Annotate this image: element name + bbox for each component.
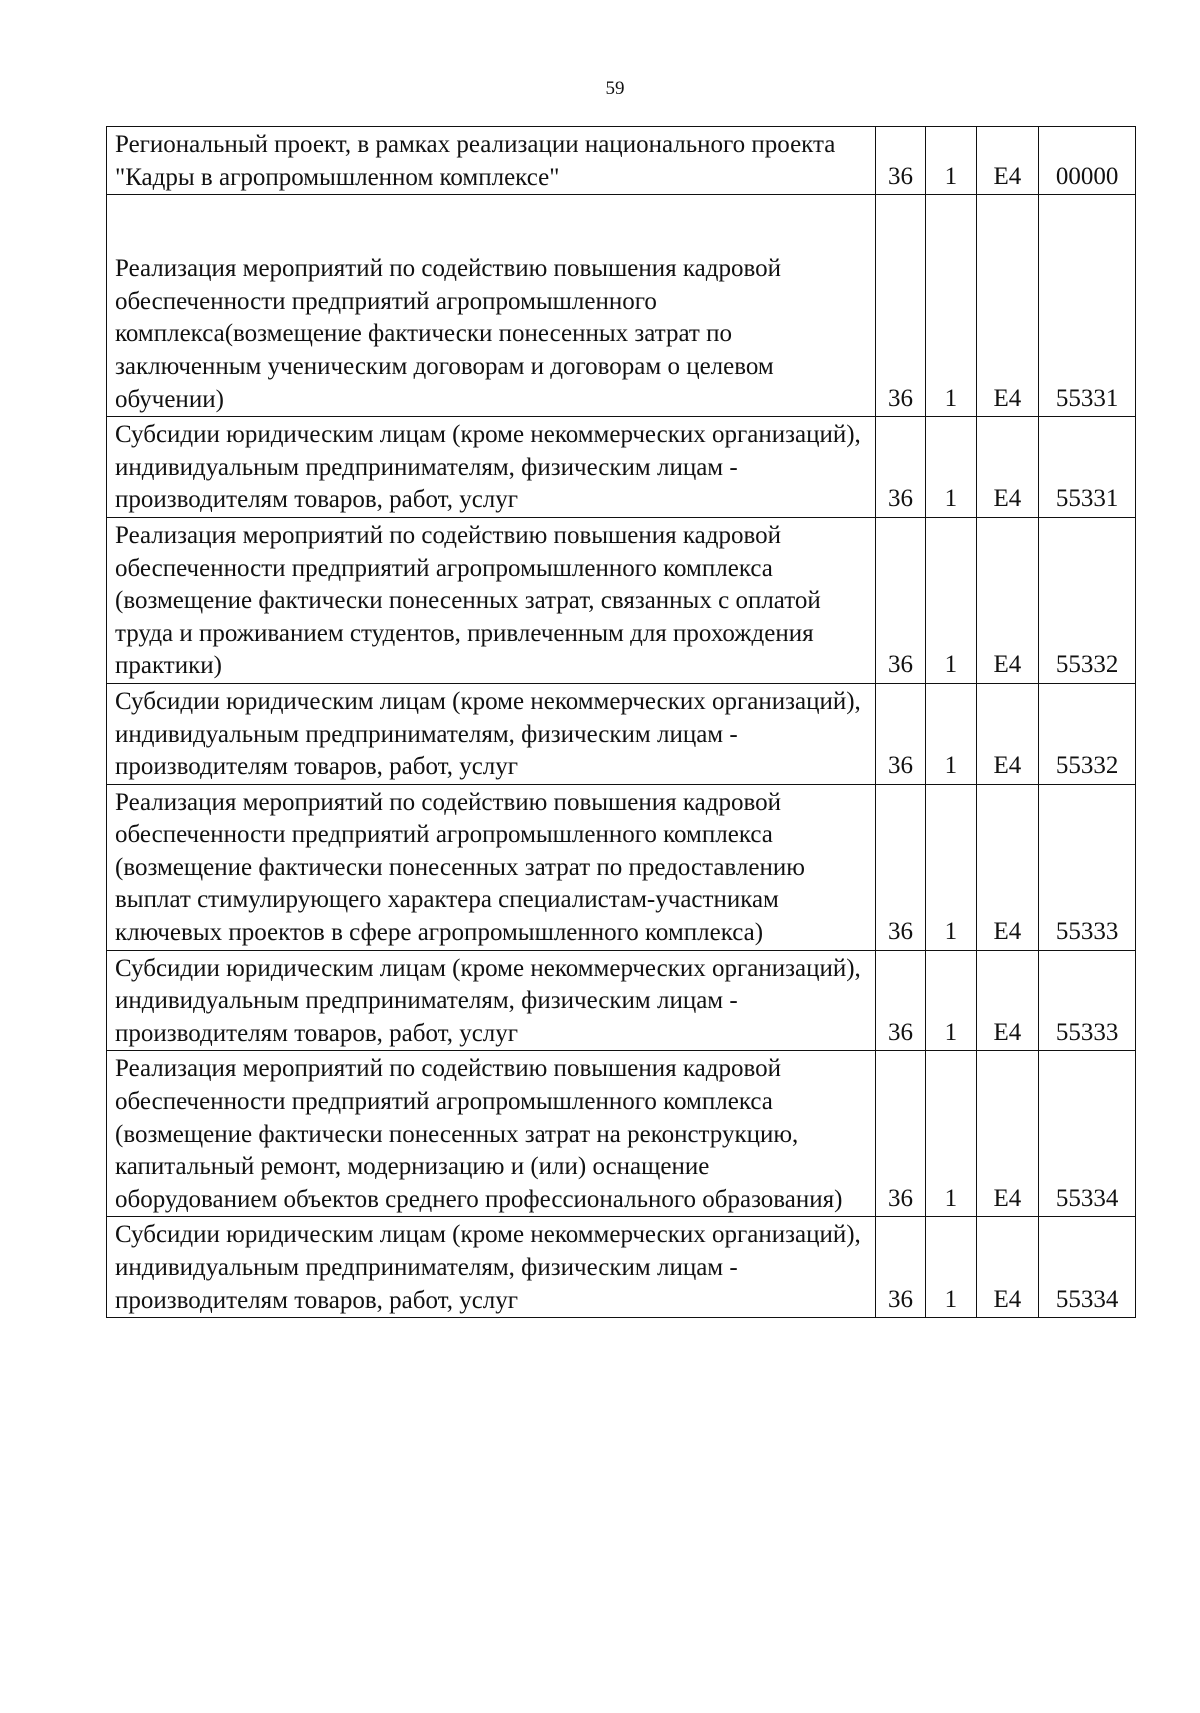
row-subsection: 1 <box>926 127 976 195</box>
row-name: Региональный проект, в рамках реализации национального проекта "Кадры в агропромышленном комплексе" <box>107 127 876 195</box>
table-row <box>107 683 1136 784</box>
row-project: Е4 <box>976 195 1039 417</box>
table-row <box>107 1051 1136 1217</box>
row-subsection: 1 <box>926 784 976 950</box>
row-code: 36 <box>875 784 925 950</box>
table-row <box>107 950 1136 1051</box>
row-name: Реализация мероприятий по содействию повышения кадровой обеспеченности предприятий агропромышленного комплекса (возмещение фактически понесенных затрат по предоставлению выплат стимулирующего характера специалистам-участникам ключевых проектов в сфере агропромышленного комплекса) <box>107 784 876 950</box>
row-code: 36 <box>875 950 925 1051</box>
row-direction: 55331 <box>1039 195 1136 417</box>
table-row <box>107 195 1136 417</box>
row-subsection: 1 <box>926 683 976 784</box>
row-code: 36 <box>875 195 925 417</box>
row-code: 36 <box>875 417 925 518</box>
row-code: 36 <box>875 683 925 784</box>
budget-classification-table <box>106 126 1136 1318</box>
row-code: 36 <box>875 517 925 683</box>
row-subsection: 1 <box>926 195 976 417</box>
table-row <box>107 784 1136 950</box>
row-code: 36 <box>875 1051 925 1217</box>
row-project: Е4 <box>976 950 1039 1051</box>
row-code: 36 <box>875 1217 925 1318</box>
row-subsection: 1 <box>926 1051 976 1217</box>
row-project: Е4 <box>976 127 1039 195</box>
row-direction: 55333 <box>1039 950 1136 1051</box>
row-direction: 55332 <box>1039 683 1136 784</box>
row-subsection: 1 <box>926 950 976 1051</box>
row-direction: 55334 <box>1039 1217 1136 1318</box>
row-subsection: 1 <box>926 417 976 518</box>
row-project: Е4 <box>976 683 1039 784</box>
row-name: Реализация мероприятий по содействию повышения кадровой обеспеченности предприятий агропромышленного комплекса(возмещение фактически понесенных затрат по заключенным ученическим договорам и договорам о целевом обучении) <box>107 195 876 417</box>
row-name: Субсидии юридическим лицам (кроме некоммерческих организаций), индивидуальным предпринимателям, физическим лицам - производителям товаров, работ, услуг <box>107 950 876 1051</box>
row-code: 36 <box>875 127 925 195</box>
row-direction: 55334 <box>1039 1051 1136 1217</box>
table-row <box>107 1217 1136 1318</box>
row-subsection: 1 <box>926 1217 976 1318</box>
row-project: Е4 <box>976 417 1039 518</box>
row-project: Е4 <box>976 1051 1039 1217</box>
row-direction: 55331 <box>1039 417 1136 518</box>
table-row <box>107 517 1136 683</box>
row-direction: 55333 <box>1039 784 1136 950</box>
row-subsection: 1 <box>926 517 976 683</box>
row-name: Субсидии юридическим лицам (кроме некоммерческих организаций), индивидуальным предпринимателям, физическим лицам - производителям товаров, работ, услуг <box>107 1217 876 1318</box>
row-project: Е4 <box>976 1217 1039 1318</box>
row-direction: 55332 <box>1039 517 1136 683</box>
row-direction: 00000 <box>1039 127 1136 195</box>
row-name: Реализация мероприятий по содействию повышения кадровой обеспеченности предприятий агропромышленного комплекса (возмещение фактически понесенных затрат, связанных с оплатой труда и проживанием студентов, привлеченным для прохождения практики) <box>107 517 876 683</box>
row-name: Реализация мероприятий по содействию повышения кадровой обеспеченности предприятий агропромышленного комплекса (возмещение фактически понесенных затрат на реконструкцию, капитальный ремонт, модернизацию и (или) оснащение оборудованием объектов среднего профессионального образования) <box>107 1051 876 1217</box>
page-number: 59 <box>605 78 625 99</box>
table-row <box>107 417 1136 518</box>
row-project: Е4 <box>976 784 1039 950</box>
row-name: Субсидии юридическим лицам (кроме некоммерческих организаций), индивидуальным предпринимателям, физическим лицам - производителям товаров, работ, услуг <box>107 417 876 518</box>
row-project: Е4 <box>976 517 1039 683</box>
table-row <box>107 127 1136 195</box>
row-name: Субсидии юридическим лицам (кроме некоммерческих организаций), индивидуальным предпринимателям, физическим лицам - производителям товаров, работ, услуг <box>107 683 876 784</box>
